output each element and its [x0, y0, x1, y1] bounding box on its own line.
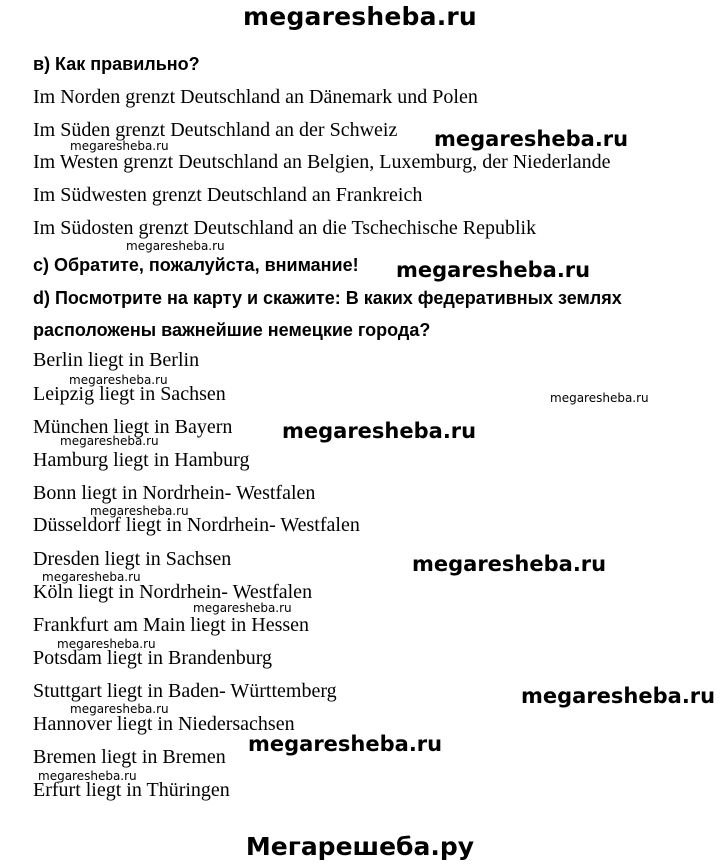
city-line: Bonn liegt in Nordrhein- Westfalen	[33, 482, 316, 504]
watermark-large: megaresheba.ru	[282, 419, 477, 443]
text-line: Im Süden grenzt Deutschland an der Schweiz	[33, 119, 398, 141]
watermark-large: megaresheba.ru	[396, 258, 591, 282]
city-line: Düsseldorf liegt in Nordrhein- Westfalen	[33, 514, 360, 536]
city-line: Hannover liegt in Niedersachsen	[33, 713, 295, 735]
city-line: Berlin liegt in Berlin	[33, 349, 200, 371]
watermark-small: megaresheba.ru	[70, 702, 169, 716]
site-footer: Мегарешеба.ру	[245, 832, 475, 861]
watermark-small: megaresheba.ru	[69, 373, 168, 387]
watermark-large: megaresheba.ru	[521, 684, 716, 708]
city-line: München liegt in Bayern	[33, 416, 233, 438]
city-line: Stuttgart liegt in Baden- Württemberg	[33, 680, 337, 702]
text-line: Im Südosten grenzt Deutschland an die Tschechische Republik	[33, 217, 537, 239]
watermark-small: megaresheba.ru	[550, 391, 649, 405]
watermark-large: megaresheba.ru	[434, 127, 629, 151]
city-line: Bremen liegt in Bremen	[33, 746, 226, 768]
watermark-small: megaresheba.ru	[70, 139, 169, 153]
text-line: Im Südwesten grenzt Deutschland an Frankreich	[33, 184, 423, 206]
watermark-small: megaresheba.ru	[193, 601, 292, 615]
section-b-heading: в) Как правильно?	[33, 54, 200, 74]
watermark-large: megaresheba.ru	[248, 732, 443, 756]
text-line: Im Westen grenzt Deutschland an Belgien, Luxemburg, der Niederlande	[33, 151, 611, 173]
city-line: Köln liegt in Nordrhein- Westfalen	[33, 581, 313, 603]
city-line: Hamburg liegt in Hamburg	[33, 449, 250, 471]
watermark-small: megaresheba.ru	[57, 637, 156, 651]
city-line: Erfurt liegt in Thüringen	[33, 779, 230, 801]
section-d-heading-line2: расположены важнейшие немецкие города?	[33, 320, 431, 340]
watermark-small: megaresheba.ru	[126, 239, 225, 253]
watermark-small: megaresheba.ru	[42, 570, 141, 584]
text-line: Im Norden grenzt Deutschland an Dänemark und Polen	[33, 86, 478, 108]
watermark-small: megaresheba.ru	[60, 434, 159, 448]
watermark-small: megaresheba.ru	[38, 769, 137, 783]
section-d-heading-line1: d) Посмотрите на карту и скажите: В каких федеративных землях	[33, 288, 622, 308]
watermark-small: megaresheba.ru	[90, 504, 189, 518]
city-line: Potsdam liegt in Brandenburg	[33, 647, 273, 669]
city-line: Dresden liegt in Sachsen	[33, 548, 232, 570]
city-line: Frankfurt am Main liegt in Hessen	[33, 614, 310, 636]
section-c-heading: c) Обратите, пожалуйста, внимание!	[33, 255, 359, 275]
site-header: megaresheba.ru	[243, 2, 477, 31]
watermark-large: megaresheba.ru	[412, 552, 607, 576]
city-line: Leipzig liegt in Sachsen	[33, 383, 226, 405]
